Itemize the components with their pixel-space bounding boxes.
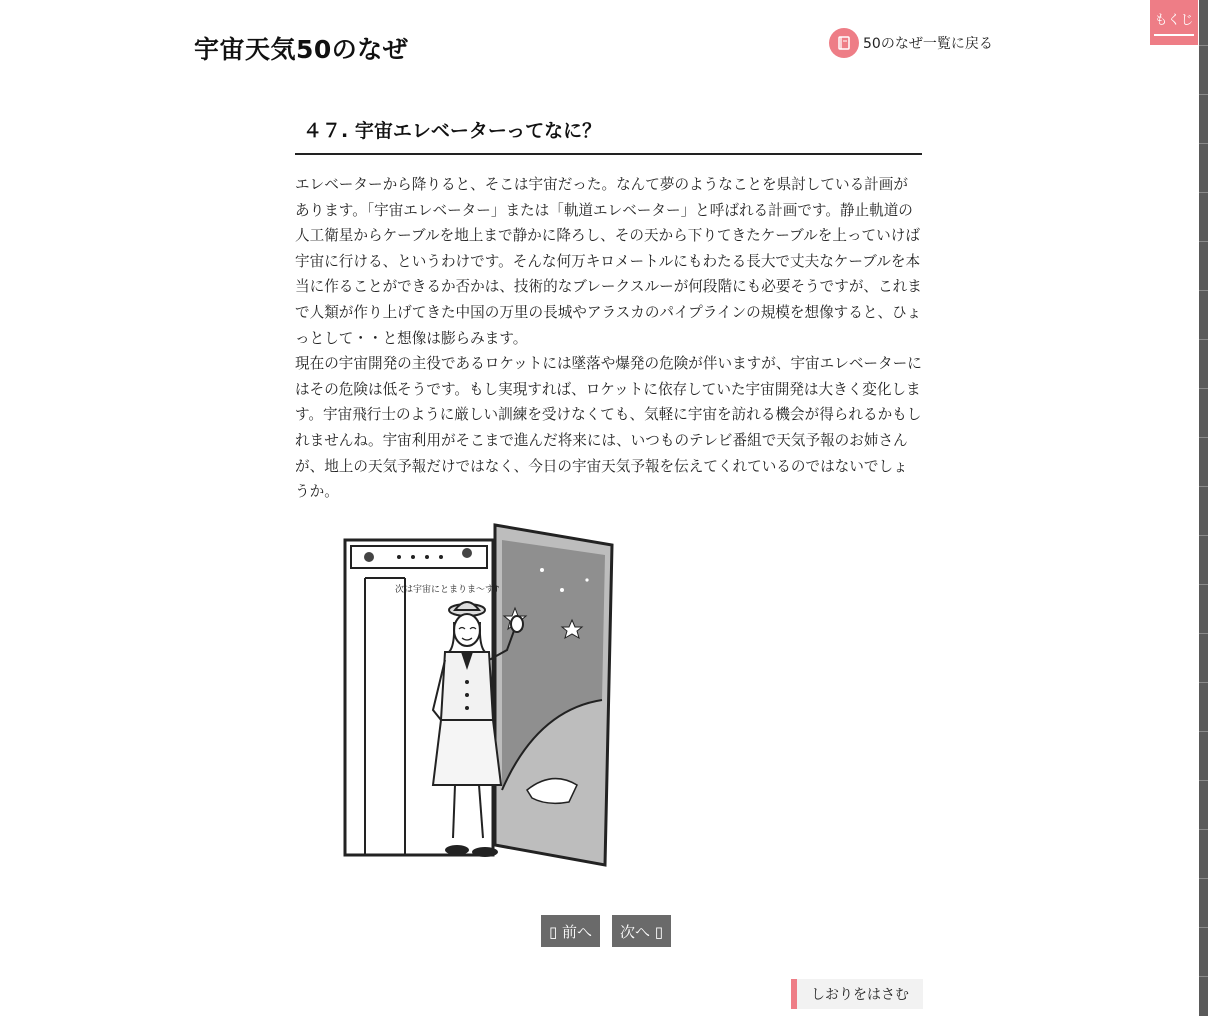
scrollbar-segment	[1199, 927, 1208, 928]
toc-label: もくじ	[1154, 13, 1194, 28]
scrollbar-segment	[1199, 437, 1208, 438]
scrollbar-segment	[1199, 633, 1208, 634]
scrollbar-segment	[1199, 780, 1208, 781]
scrollbar-segment	[1199, 584, 1208, 585]
back-to-list-link[interactable]	[829, 28, 993, 58]
scrollbar-segment	[1199, 878, 1208, 879]
pager	[541, 915, 671, 947]
scrollbar-segment	[1199, 241, 1208, 242]
side-scrollbar[interactable]	[1199, 0, 1208, 1016]
space-elevator-illustration	[337, 520, 617, 870]
toc-underline	[1154, 34, 1194, 36]
article-body: エレベーターから降りると、そこは宇宙だった。なんて夢のようなことを県討している計画があります。「宇宙エレベーター」または「軌道エレベーター」と呼ばれる計画です。静止軌道の人工衛星からケーブルを地上まで静かに降ろし、その天から下りてきたケーブルを上っていけば宇宙に行ける、というわけです。そんな何万キロメートルにもわたる長大で丈夫なケーブルを本当に作ることができるか否かは、技術的なブレークスルーが何段階にも必要そうですが、これまで人類が作り上げてきた中国の万里の長城やアラスカのパイプラインの規模を想像すると、ひょっとして・・と想像は膨らみます。 現在の宇宙開発の主役であるロケットには墜落や爆発の危険が伴いますが、宇宙エレベーターにはその危険は低そうです。もし実現すれば、ロケットに依存していた宇宙開発は大きく変化します。宇宙飛行士のように厳しい訓練を受けなくても、気軽に宇宙を訪れる機会が得られるかもしれませんね。宇宙利用がそこまで進んだ将来には、いつものテレビ番組で天気予報のお姉さんが、地上の天気予報だけではなく、今日の宇宙天気予報を伝えてくれているのではないでしょうか。	[295, 176, 922, 501]
scrollbar-segment	[1199, 143, 1208, 144]
scrollbar-segment	[1199, 192, 1208, 193]
scrollbar-segment	[1199, 94, 1208, 95]
scrollbar-segment	[1199, 486, 1208, 487]
book-icon	[829, 28, 859, 58]
illustration-speech: 次は宇宙にとまりま～す♪	[395, 585, 500, 595]
scrollbar-segment	[1199, 290, 1208, 291]
back-link-label: 50のなぜ一覧に戻る	[863, 36, 993, 52]
scrollbar-segment	[1199, 976, 1208, 977]
scrollbar-segment	[1199, 339, 1208, 340]
scrollbar-segment	[1199, 45, 1208, 46]
scrollbar-segment	[1199, 682, 1208, 683]
prev-button[interactable]: ▯ 前へ	[541, 915, 600, 947]
toc-button[interactable]	[1150, 0, 1198, 45]
next-button[interactable]: 次へ ▯	[612, 915, 671, 947]
scrollbar-segment	[1199, 731, 1208, 732]
bookmark-button[interactable]: しおりをはさむ	[791, 979, 923, 1009]
scrollbar-segment	[1199, 388, 1208, 389]
article-title: ４７. 宇宙エレベーターってなに？	[295, 116, 922, 155]
scrollbar-segment	[1199, 535, 1208, 536]
site-title[interactable]: 宇宙天気50のなぜ	[194, 35, 409, 64]
scrollbar-segment	[1199, 829, 1208, 830]
